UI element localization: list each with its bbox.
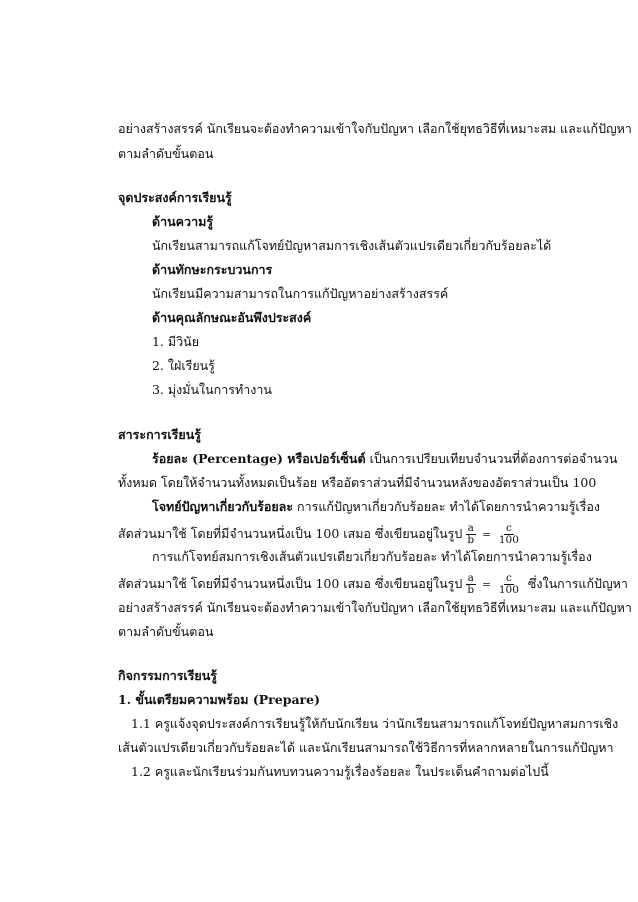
objectives-heading: จุดประสงค์การเรียนรู้ (118, 190, 232, 205)
denominator-b: b (467, 584, 475, 597)
word-problem-text-2: สัดส่วนมาใช้ โดยที่มีจำนวนหนึ่งเป็น 100 เสมอ ซึ่งเขียนอยู่ในรูป (118, 526, 463, 541)
denominator-b: b (467, 534, 475, 547)
denominator-100: 100 (498, 584, 519, 597)
percentage-definition-text: เป็นการเปรียบเทียบจำนวนที่ต้องการต่อจำนวน (365, 451, 618, 466)
proportion-formula (462, 521, 524, 548)
equals-sign: = (482, 578, 491, 591)
linear-equation-text-2: สัดส่วนมาใช้ โดยที่มีจำนวนหนึ่งเป็น 100 เสมอ ซึ่งเขียนอยู่ในรูป (118, 576, 463, 591)
numerator-c: c (505, 522, 512, 535)
linear-equation-line-4: ตามลำดับขั้นตอน (118, 624, 214, 639)
word-problem-line-1 (152, 499, 600, 515)
activities-heading: กิจกรรมการเรียนรู้ (118, 668, 217, 683)
fraction-c-over-100 (497, 523, 521, 546)
numerator-c: c (505, 572, 512, 585)
knowledge-heading: ด้านความรู้ (152, 214, 214, 229)
step-1-2-line-1: 1.2 ครูและนักเรียนร่วมกันทบทวนความรู้เรื่องร้อยละ ในประเด็นคำถามต่อไปนี้ (131, 764, 549, 779)
fraction-c-over-100 (497, 573, 521, 596)
numerator-a: a (467, 572, 474, 585)
list-item: 1. มีวินัย (152, 334, 200, 349)
process-text: นักเรียนมีความสามารถในการแก้ปัญหาอย่างสร้างสรรค์ (152, 286, 449, 301)
linear-equation-line-2 (118, 571, 628, 598)
linear-equation-line-3: อย่างสร้างสรรค์ นักเรียนจะต้องทำความเข้าใจกับปัญหา เลือกใช้ยุทธวิธีที่เหมาะสม และแก้ปัญหา (118, 600, 632, 615)
percentage-definition-line-2: ทั้งหมด โดยให้จำนวนทั้งหมดเป็นร้อย หรืออัตราส่วนที่มีจำนวนหลังของอัตราส่วนเป็น 100 (118, 475, 597, 490)
list-item: 2. ใฝ่เรียนรู้ (152, 358, 215, 373)
percentage-definition-line-1 (152, 451, 617, 467)
list-item: 3. มุ่งมั่นในการทำงาน (152, 382, 272, 397)
word-problem-term: โจทย์ปัญหาเกี่ยวกับร้อยละ (152, 499, 294, 514)
step-1-1-line-2: เส้นตัวแปรเดียวเกี่ยวกับร้อยละได้ และนักเรียนสามารถใช้วิธีการที่หลากหลายในการแก้ปัญหา (118, 740, 614, 755)
attitude-heading: ด้านคุณลักษณะอันพึงประสงค์ (152, 310, 312, 325)
knowledge-text: นักเรียนสามารถแก้โจทย์ปัญหาสมการเชิงเส้นตัวแปรเดียวเกี่ยวกับร้อยละได้ (152, 238, 552, 253)
process-heading: ด้านทักษะกระบวนการ (152, 262, 273, 277)
intro-line-2: ตามลำดับขั้นตอน (118, 146, 214, 161)
proportion-formula (462, 571, 524, 598)
intro-line-1: อย่างสร้างสรรค์ นักเรียนจะต้องทำความเข้าใจกับปัญหา เลือกใช้ยุทธวิธีที่เหมาะสม และแก้ปัญหา (118, 121, 632, 136)
linear-equation-text-2b: ซึ่งในการแก้ปัญหา (523, 576, 628, 591)
fraction-a-over-b (465, 573, 476, 596)
word-problem-line-2 (118, 521, 524, 548)
linear-equation-line-1: การแก้โจทย์สมการเชิงเส้นตัวแปรเดียวเกี่ยวกับร้อยละ ทำได้โดยการนำความรู้เรื่อง (152, 549, 592, 564)
denominator-100: 100 (498, 534, 519, 547)
numerator-a: a (467, 522, 474, 535)
percentage-term: ร้อยละ (Percentage) หรือเปอร์เซ็นต์ (152, 451, 366, 466)
equals-sign: = (482, 528, 491, 541)
prepare-step-heading: 1. ขั้นเตรียมความพร้อม (Prepare) (118, 692, 320, 707)
fraction-a-over-b (465, 523, 476, 546)
content-heading: สาระการเรียนรู้ (118, 427, 201, 442)
word-problem-text: การแก้ปัญหาเกี่ยวกับร้อยละ ทำได้โดยการนำความรู้เรื่อง (293, 499, 601, 514)
step-1-1-line-1: 1.1 ครูแจ้งจุดประสงค์การเรียนรู้ให้กับนักเรียน ว่านักเรียนสามารถแก้โจทย์ปัญหาสมการเชิง (131, 716, 619, 731)
